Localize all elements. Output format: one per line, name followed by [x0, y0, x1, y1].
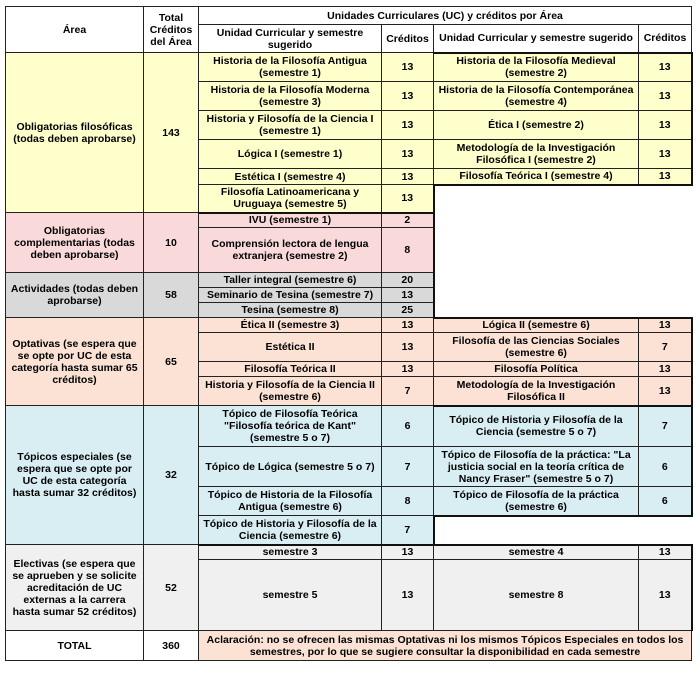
uc-cell: Filosofía Teórica II [199, 362, 382, 377]
empty-cell [434, 303, 692, 318]
empty-cell [434, 273, 692, 288]
uc-cell: Estética II [199, 333, 382, 362]
credit-cell: 13 [382, 288, 434, 303]
credit-cell: 13 [639, 545, 692, 560]
credit-cell: 2 [382, 213, 434, 228]
uc-cell: Tópico de Historia de la Filosofía Antigua (semestre 6) [199, 487, 382, 516]
credit-cell: 13 [639, 111, 692, 140]
credit-cell: 13 [639, 140, 692, 169]
uc-cell: Lógica II (semestre 6) [434, 318, 639, 333]
credit-cell: 13 [639, 377, 692, 406]
uc-cell: Historia y Filosofía de la Ciencia I (semestre 1) [199, 111, 382, 140]
credit-cell: 8 [382, 487, 434, 516]
uc-cell: Filosofía Teórica I (semestre 4) [434, 169, 639, 185]
credit-cell: 8 [382, 228, 434, 273]
credit-cell: 7 [382, 377, 434, 406]
uc-cell: Tópico de Historia y Filosofía de la Ciencia (semestre 5 o 7) [434, 406, 639, 447]
uc-cell: Taller integral (semestre 6) [199, 273, 382, 288]
header-total: Total Créditos del Área [144, 7, 199, 53]
uc-cell: Tópico de Filosofía de la práctica: "La justicia social en la teoría crítica de Nancy Fraser" (semestre 5 o 7) [434, 447, 639, 487]
area-actividades: Actividades (todas deben aprobarse) [6, 273, 144, 318]
area-topicos: Tópicos especiales (se espera que se opte por UC de esta categoría hasta sumar 32 créditos) [6, 406, 144, 545]
uc-cell: Tópico de Lógica (semestre 5 o 7) [199, 447, 382, 487]
uc-cell: Ética II (semestre 3) [199, 318, 382, 333]
area-complementarias: Obligatorias complementarias (todas deben aprobarse) [6, 213, 144, 273]
area-optativas: Optativas (se espera que se opte por UC de esta categoría hasta sumar 65 créditos) [6, 318, 144, 406]
empty-cell [434, 185, 692, 213]
total-value: 360 [144, 631, 199, 661]
credit-cell: 7 [639, 406, 692, 447]
credit-cell: 13 [639, 169, 692, 185]
credit-cell: 13 [382, 82, 434, 111]
uc-cell: Tópico de Filosofía de la práctica (semestre 6) [434, 487, 639, 516]
clarification-note: Aclaración: no se ofrecen las mismas Optativas ni los mismos Tópicos Especiales en todos los semestres, por lo que se sugiere consultar la disponibilidad en cada semestre [199, 631, 692, 661]
uc-cell: Filosofía Latinoamericana y Uruguaya (semestre 5) [199, 185, 382, 213]
empty-cell [434, 213, 692, 228]
uc-cell: Estética I (semestre 4) [199, 169, 382, 185]
credit-cell: 13 [639, 53, 692, 82]
credit-cell: 6 [639, 487, 692, 516]
credit-cell: 13 [382, 560, 434, 631]
credit-cell: 13 [382, 111, 434, 140]
credit-cell: 13 [639, 560, 692, 631]
total-obligatorias: 143 [144, 53, 199, 213]
empty-cell [434, 516, 692, 545]
credit-cell: 13 [382, 169, 434, 185]
total-label: TOTAL [6, 631, 144, 661]
header-uc-title: Unidades Curriculares (UC) y créditos por Área [199, 7, 692, 25]
credit-cell: 13 [382, 545, 434, 560]
uc-cell: semestre 8 [434, 560, 639, 631]
uc-cell: Historia de la Filosofía Moderna (semestre 3) [199, 82, 382, 111]
header-uc-col-2: Unidad Curricular y semestre sugerido [434, 25, 639, 53]
credit-cell: 25 [382, 303, 434, 318]
uc-cell: Historia de la Filosofía Medieval (semestre 2) [434, 53, 639, 82]
credit-cell: 20 [382, 273, 434, 288]
total-electivas: 52 [144, 545, 199, 631]
uc-cell: Ética I (semestre 2) [434, 111, 639, 140]
uc-cell: IVU (semestre 1) [199, 213, 382, 228]
uc-cell: Metodología de la Investigación Filosófica I (semestre 2) [434, 140, 639, 169]
credit-cell: 7 [639, 333, 692, 362]
area-electivas: Electivas (se espera que se aprueben y se solicite acreditación de UC externas a la carrera hasta sumar 52 créditos) [6, 545, 144, 631]
empty-cell [434, 228, 692, 273]
credit-cell: 6 [639, 447, 692, 487]
credit-cell: 13 [639, 318, 692, 333]
area-obligatorias: Obligatorias filosóficas (todas deben aprobarse) [6, 53, 144, 213]
credit-cell: 13 [639, 362, 692, 377]
uc-cell: Comprensión lectora de lengua extranjera (semestre 2) [199, 228, 382, 273]
uc-cell: Tópico de Filosofía Teórica "Filosofía teórica de Kant" (semestre 5 o 7) [199, 406, 382, 447]
uc-cell: Historia de la Filosofía Antigua (semestre 1) [199, 53, 382, 82]
total-actividades: 58 [144, 273, 199, 318]
uc-cell: semestre 3 [199, 545, 382, 560]
credit-cell: 13 [382, 185, 434, 213]
uc-cell: Filosofía Política [434, 362, 639, 377]
uc-cell: Lógica I (semestre 1) [199, 140, 382, 169]
credit-cell: 6 [382, 406, 434, 447]
credit-cell: 13 [382, 333, 434, 362]
credit-cell: 13 [639, 82, 692, 111]
credit-cell: 13 [382, 53, 434, 82]
total-optativas: 65 [144, 318, 199, 406]
empty-cell [434, 288, 692, 303]
uc-cell: Tesina (semestre 8) [199, 303, 382, 318]
credit-cell: 13 [382, 362, 434, 377]
credit-cell: 13 [382, 318, 434, 333]
credit-cell: 7 [382, 516, 434, 545]
header-uc-col-1: Unidad Curricular y semestre sugerido [199, 25, 382, 53]
uc-cell: Seminario de Tesina (semestre 7) [199, 288, 382, 303]
total-topicos: 32 [144, 406, 199, 545]
uc-cell: Metodología de la Investigación Filosófica II [434, 377, 639, 406]
header-credits-col-2: Créditos [639, 25, 692, 53]
credit-cell: 7 [382, 447, 434, 487]
header-area: Área [6, 7, 144, 53]
uc-cell: semestre 4 [434, 545, 639, 560]
uc-cell: Historia y Filosofía de la Ciencia II (semestre 6) [199, 377, 382, 406]
credits-table [5, 6, 693, 661]
total-complementarias: 10 [144, 213, 199, 273]
credit-cell: 13 [382, 140, 434, 169]
uc-cell: Historia de la Filosofía Contemporánea (semestre 4) [434, 82, 639, 111]
header-credits-col-1: Créditos [382, 25, 434, 53]
uc-cell: Tópico de Historia y Filosofía de la Ciencia (semestre 6) [199, 516, 382, 545]
uc-cell: semestre 5 [199, 560, 382, 631]
uc-cell: Filosofía de las Ciencias Sociales (semestre 6) [434, 333, 639, 362]
